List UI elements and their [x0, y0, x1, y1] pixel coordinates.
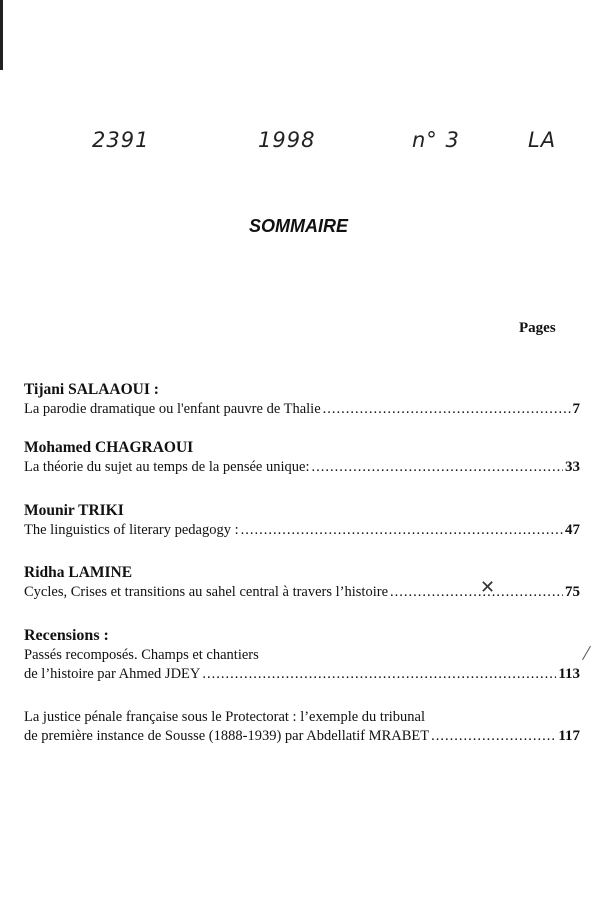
- recension-title: de première instance de Sousse (1888-1939) par Abdellatif MRABET: [24, 728, 430, 744]
- recensions-section: [24, 626, 580, 684]
- toc-entry: [24, 380, 580, 419]
- pages-column-header: Pages: [519, 320, 556, 336]
- recension-line: La justice pénale française sous le Protectorat : l’exemple du tribunal: [24, 709, 426, 725]
- recension-line: Passés recomposés. Champs et chantiers: [24, 647, 259, 663]
- entry-author: Mohamed CHAGRAOUI: [24, 439, 194, 456]
- recension-line: [24, 727, 580, 746]
- toc-entry: [24, 501, 580, 540]
- entry-title: The linguistics of literary pedagogy :: [24, 522, 239, 538]
- recension-entry: [24, 708, 580, 746]
- pen-cross-mark: ✕: [480, 577, 496, 598]
- dot-leader: [390, 583, 563, 602]
- recension-page-number: 117: [558, 728, 580, 744]
- entry-line: [24, 521, 580, 540]
- dot-leader: [431, 727, 556, 746]
- entry-line: [24, 400, 580, 419]
- recension-page-number: 113: [558, 666, 580, 682]
- entry-title: La théorie du sujet au temps de la pensée unique:: [24, 459, 310, 475]
- handwritten-ref: 2391: [92, 128, 150, 152]
- handwritten-issue: n° 3: [412, 128, 460, 152]
- entry-line: [24, 583, 580, 602]
- entry-title: La parodie dramatique ou l'enfant pauvre de Thalie: [24, 401, 321, 417]
- pen-stroke-mark: [582, 646, 591, 660]
- page-title: SOMMAIRE: [249, 216, 348, 236]
- dot-leader: [323, 400, 571, 419]
- entry-line: [24, 458, 580, 477]
- entry-author: Ridha LAMINE: [24, 564, 133, 581]
- entry-author: Mounir TRIKI: [24, 502, 124, 519]
- dot-leader: [202, 665, 556, 684]
- dot-leader: [241, 521, 563, 540]
- toc-entry: [24, 438, 580, 477]
- scan-edge-mark: [0, 0, 3, 70]
- entry-title: Cycles, Crises et transitions au sahel central à travers l’histoire: [24, 584, 389, 600]
- entry-page-number: 75: [565, 584, 580, 600]
- recensions-header: Recensions :: [24, 627, 109, 644]
- toc-entry: [24, 563, 580, 602]
- entry-author: Tijani SALAAOUI :: [24, 381, 159, 398]
- entry-page-number: 47: [565, 522, 580, 538]
- dot-leader: [311, 458, 563, 477]
- entry-page-number: 7: [572, 401, 580, 417]
- recension-line: [24, 665, 580, 684]
- recension-title: de l’histoire par Ahmed JDEY: [24, 666, 201, 682]
- handwritten-code: LA: [528, 128, 557, 152]
- entry-page-number: 33: [565, 459, 580, 475]
- handwritten-year: 1998: [258, 128, 316, 152]
